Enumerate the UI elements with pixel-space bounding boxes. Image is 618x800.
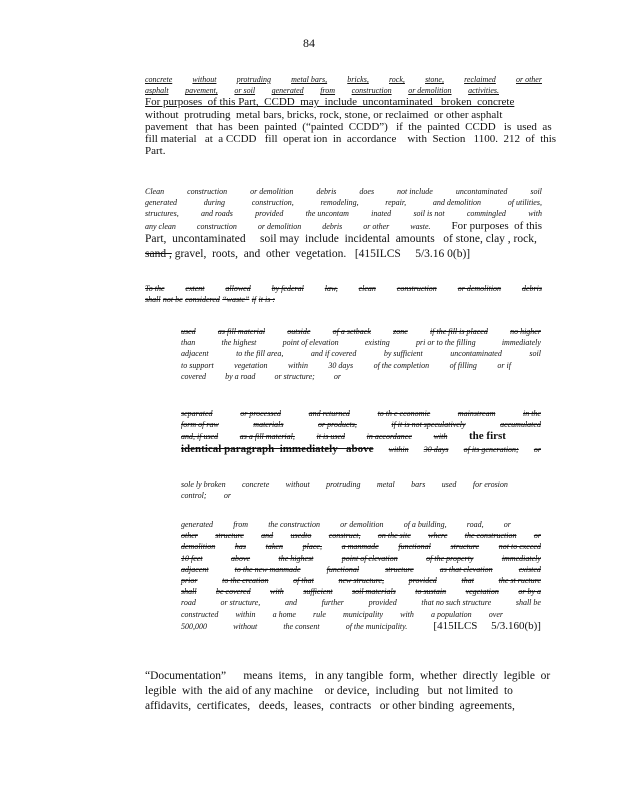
word: clean bbox=[358, 284, 376, 293]
word: place, bbox=[302, 542, 322, 552]
word: bricks, bbox=[347, 75, 369, 84]
word: by a road bbox=[225, 371, 256, 381]
word: the st ructure bbox=[498, 576, 541, 586]
word: and returned bbox=[308, 409, 350, 418]
text-line: Part, uncontaminated soil may include incidental amounts of stone, clay , rock, bbox=[145, 232, 537, 245]
word: stone, bbox=[425, 75, 444, 84]
text-line: “Documentation” means items, in any tangible form, whether directly legible or bbox=[145, 670, 551, 682]
text-line bbox=[181, 430, 506, 442]
word: as that elevation bbox=[439, 564, 493, 574]
word: and, if used bbox=[181, 432, 219, 442]
word: immediately bbox=[501, 338, 541, 348]
text-line bbox=[181, 553, 541, 564]
word: and roads bbox=[200, 209, 233, 219]
text-line: without protruding metal bars, bricks, rock, stone, or reclaimed or other asphalt bbox=[145, 108, 503, 121]
word: without bbox=[233, 621, 258, 631]
word: 30 days bbox=[328, 360, 354, 370]
text-line: legible with the aid of any machine or device, including but not limited to bbox=[145, 685, 513, 698]
text-line bbox=[181, 530, 541, 541]
word: soil materials bbox=[352, 587, 396, 597]
word: zone bbox=[393, 327, 408, 336]
word: 10 feet bbox=[181, 553, 203, 563]
word: not be bbox=[162, 295, 183, 305]
text-line: pavement that has been painted (“painted CCDD”) if the painted CCDD is used as bbox=[145, 120, 552, 133]
word: with bbox=[400, 609, 414, 619]
word: not to exceed bbox=[498, 542, 541, 552]
word: and demolition bbox=[432, 198, 482, 208]
text-line bbox=[181, 490, 231, 501]
word: control; bbox=[181, 491, 207, 501]
word: metal bars, bbox=[291, 75, 328, 84]
word: construction bbox=[396, 284, 437, 293]
word: construct, bbox=[328, 531, 361, 541]
word: protruding bbox=[326, 480, 361, 489]
word: or demolition bbox=[408, 86, 452, 96]
text-line bbox=[181, 597, 541, 608]
word: the uncontam bbox=[305, 209, 349, 219]
word: or bbox=[533, 531, 541, 541]
word: of that bbox=[293, 576, 314, 586]
text-line bbox=[181, 360, 511, 371]
word: rock, bbox=[388, 75, 405, 84]
word: concrete bbox=[145, 75, 173, 84]
word: used bbox=[441, 480, 457, 489]
word: the consent bbox=[283, 621, 320, 631]
word: structure bbox=[450, 542, 480, 552]
word: soil is not bbox=[413, 209, 445, 219]
bold-text: identical paragraph immediately above bbox=[181, 442, 374, 455]
word: or bbox=[223, 491, 231, 501]
word: during bbox=[203, 198, 226, 208]
word: or structure; bbox=[274, 371, 315, 381]
word: with bbox=[528, 209, 542, 219]
paragraph-waste-intro bbox=[145, 283, 542, 305]
word: than bbox=[181, 338, 196, 348]
word: functional bbox=[398, 542, 431, 552]
word: provided bbox=[368, 598, 397, 608]
text-line bbox=[181, 337, 541, 348]
word: vegetation bbox=[234, 360, 268, 370]
word: waste. bbox=[410, 221, 431, 231]
word: generated bbox=[271, 86, 304, 96]
text-line bbox=[181, 326, 541, 337]
text-line bbox=[181, 609, 503, 620]
word: reclaimed bbox=[464, 75, 496, 84]
word: or by a bbox=[518, 587, 541, 597]
word: construction bbox=[187, 187, 228, 196]
word: commingled bbox=[466, 209, 506, 219]
word: for erosion bbox=[472, 480, 508, 489]
text-line: affidavits, certificates, deeds, leases, contracts or other binding agreements, bbox=[145, 700, 515, 713]
word: that no such structure bbox=[421, 598, 492, 608]
text-line bbox=[145, 85, 499, 96]
word: uncontaminated bbox=[455, 187, 508, 196]
word: existed bbox=[518, 564, 541, 574]
word: has bbox=[234, 542, 246, 552]
word: by sufficient bbox=[383, 349, 423, 359]
text-line bbox=[181, 620, 541, 632]
text-line bbox=[181, 479, 508, 490]
word: point of elevation bbox=[282, 338, 339, 348]
word: of filling bbox=[449, 360, 477, 370]
word: Clean bbox=[145, 187, 165, 196]
word: To the bbox=[145, 284, 165, 293]
word: or if bbox=[497, 360, 511, 370]
list-item-separated-processed bbox=[181, 408, 541, 455]
word: municipality bbox=[343, 609, 383, 619]
word: to the new manmade bbox=[234, 564, 301, 574]
citation: [415ILCS 5/3.160(b)] bbox=[433, 619, 541, 632]
word: considered bbox=[185, 295, 220, 305]
word: no higher bbox=[510, 327, 541, 336]
word: of the property bbox=[426, 553, 474, 563]
word: or demolition bbox=[340, 520, 384, 529]
word: by federal bbox=[271, 284, 304, 293]
word: immediately bbox=[501, 553, 541, 563]
word: extent bbox=[185, 284, 205, 293]
word: sufficient bbox=[303, 587, 333, 597]
word: “waste” bbox=[222, 295, 250, 305]
word: as fill material bbox=[217, 327, 266, 336]
word: debris bbox=[322, 221, 343, 231]
word: soil bbox=[529, 349, 541, 359]
list-item-manmade-structure bbox=[181, 519, 541, 632]
word: new structure, bbox=[338, 576, 384, 586]
word: remodeling, bbox=[320, 198, 359, 208]
word: or demolition bbox=[257, 221, 302, 231]
list-item-fill-material bbox=[181, 326, 541, 382]
word: road, bbox=[466, 520, 484, 529]
word: generated bbox=[181, 520, 213, 529]
struck-text: sand , bbox=[145, 248, 172, 261]
word: with bbox=[433, 432, 448, 442]
text-line bbox=[181, 408, 541, 419]
word: constructed bbox=[181, 609, 219, 619]
word: does bbox=[359, 187, 375, 196]
word: debris bbox=[521, 284, 542, 293]
word: where bbox=[428, 531, 448, 541]
word: and bbox=[284, 598, 297, 608]
word: separated bbox=[181, 409, 213, 418]
word: be covered bbox=[216, 587, 251, 597]
word: without bbox=[192, 75, 217, 84]
word: mainstream bbox=[457, 409, 496, 418]
text-line bbox=[181, 519, 511, 530]
word: the highest bbox=[221, 338, 257, 348]
word: or demolition bbox=[250, 187, 294, 196]
word: to sustain bbox=[415, 587, 447, 597]
list-item-broken-concrete bbox=[181, 479, 541, 501]
word: that bbox=[461, 576, 474, 586]
text-line bbox=[145, 197, 542, 208]
word: soil bbox=[530, 187, 542, 196]
word: adjacent bbox=[181, 349, 209, 359]
paragraph-ccdd-definition-continued bbox=[145, 74, 557, 158]
word: it is : bbox=[258, 295, 275, 305]
word: functional bbox=[326, 564, 360, 574]
word: not include bbox=[397, 187, 433, 196]
word: if it is not speculatively bbox=[391, 420, 466, 430]
word: provided bbox=[255, 209, 284, 219]
word: within bbox=[287, 360, 308, 370]
word: concrete bbox=[242, 480, 270, 489]
word: to the fill area, bbox=[236, 349, 284, 359]
word: or other bbox=[363, 221, 390, 231]
word: materials bbox=[253, 420, 284, 430]
word: or bbox=[533, 444, 541, 454]
word: on the site bbox=[377, 531, 411, 541]
word: structure bbox=[385, 564, 414, 574]
word: it is used bbox=[316, 432, 345, 442]
word: to th e economic bbox=[377, 409, 431, 418]
word: and bbox=[261, 531, 274, 541]
word: existing bbox=[364, 338, 390, 348]
word: a population bbox=[431, 609, 472, 619]
word: within bbox=[235, 609, 256, 619]
text-line bbox=[181, 575, 541, 586]
text-line bbox=[145, 283, 542, 294]
word: or structure, bbox=[220, 598, 261, 608]
word: of the municipality. bbox=[345, 621, 408, 631]
word: asphalt bbox=[145, 86, 169, 96]
word: allowed bbox=[225, 284, 251, 293]
word: activities. bbox=[468, 86, 499, 96]
word: as a fill material, bbox=[239, 432, 295, 442]
word: to support bbox=[181, 360, 214, 370]
word: or processed bbox=[240, 409, 282, 418]
word: of utilities, bbox=[507, 198, 542, 208]
word: construction bbox=[196, 221, 237, 231]
word: or bbox=[503, 520, 511, 529]
word: or demolition bbox=[457, 284, 502, 293]
word: prior bbox=[181, 576, 198, 586]
word: or bbox=[333, 371, 341, 381]
word: in accordance bbox=[366, 432, 412, 442]
word: further bbox=[321, 598, 344, 608]
word: usedto bbox=[290, 531, 312, 541]
word: 500,000 bbox=[181, 621, 207, 631]
word: the construction bbox=[464, 531, 517, 541]
text-line bbox=[181, 348, 541, 359]
word: adjacent bbox=[181, 564, 209, 574]
word: over bbox=[488, 609, 503, 619]
word: and if covered bbox=[310, 349, 357, 359]
text-span: gravel, roots, and other vegetation. [415ILCS 5/3.16 0(b)] bbox=[171, 248, 471, 261]
text-line bbox=[145, 294, 275, 305]
word: demolition bbox=[181, 542, 216, 552]
word: or other bbox=[515, 75, 542, 84]
word: or products, bbox=[318, 420, 357, 430]
word: generated bbox=[145, 198, 177, 208]
word: within bbox=[388, 444, 409, 454]
word: a manmade bbox=[341, 542, 379, 552]
word: vegetation bbox=[465, 587, 499, 597]
text-line bbox=[181, 371, 341, 382]
word: shall bbox=[181, 587, 197, 597]
text-line bbox=[145, 247, 542, 262]
word: of a setback bbox=[332, 327, 371, 336]
word: provided bbox=[408, 576, 437, 586]
word: the construction bbox=[268, 520, 320, 529]
word: without bbox=[285, 480, 310, 489]
text-line bbox=[145, 186, 542, 197]
word: structure bbox=[215, 531, 244, 541]
word: covered bbox=[181, 371, 207, 381]
word: repair, bbox=[385, 198, 407, 208]
word: pri or to the filling bbox=[416, 338, 476, 348]
text-line bbox=[145, 220, 542, 232]
word: form of raw bbox=[181, 420, 219, 430]
word: outside bbox=[287, 327, 311, 336]
word: of its generation; bbox=[463, 444, 519, 454]
word: if the fill is placed bbox=[430, 327, 488, 336]
word: with bbox=[270, 587, 284, 597]
word: shall be bbox=[515, 598, 541, 608]
word: from bbox=[233, 520, 249, 529]
bold-text: the first bbox=[469, 430, 506, 443]
paragraph-documentation-definition bbox=[145, 669, 551, 715]
word: any clean bbox=[145, 221, 176, 231]
word: above bbox=[230, 553, 251, 563]
word: construction bbox=[351, 86, 392, 96]
word: law, bbox=[324, 284, 338, 293]
word: 30 days bbox=[423, 444, 449, 454]
word: in the bbox=[522, 409, 541, 418]
word: point of elevation bbox=[341, 553, 398, 563]
word: of a building, bbox=[403, 520, 447, 529]
text-line bbox=[181, 541, 541, 552]
paragraph-clean-construction bbox=[145, 186, 542, 262]
word: the highest bbox=[278, 553, 314, 563]
text-line: fill material at a CCDD fill operat ion in accordance with Section 1100. 212 of this bbox=[145, 133, 557, 146]
word: rule bbox=[313, 609, 326, 619]
text-line bbox=[181, 586, 541, 597]
word: of the completion bbox=[373, 360, 430, 370]
word: inated bbox=[371, 209, 392, 219]
word: metal bbox=[376, 480, 395, 489]
word: used bbox=[181, 327, 196, 336]
page-number: 84 bbox=[303, 36, 315, 50]
word: road bbox=[181, 598, 196, 608]
word: from bbox=[320, 86, 336, 96]
word: or soil bbox=[234, 86, 256, 96]
word: structures, bbox=[145, 209, 179, 219]
word: uncontaminated bbox=[450, 349, 502, 359]
word: sole ly broken bbox=[181, 480, 226, 489]
word: shall bbox=[145, 295, 161, 305]
word: protruding bbox=[236, 75, 271, 84]
word: a home bbox=[272, 609, 296, 619]
word: pavement, bbox=[185, 86, 218, 96]
text-line bbox=[145, 74, 542, 85]
word: bars bbox=[411, 480, 426, 489]
word: taken bbox=[265, 542, 283, 552]
text-line bbox=[145, 208, 542, 219]
word: if bbox=[251, 295, 257, 305]
word: accumulated bbox=[500, 420, 541, 430]
word: to the creation bbox=[222, 576, 269, 586]
text-line bbox=[181, 443, 541, 455]
word: other bbox=[181, 531, 198, 541]
word: construction, bbox=[251, 198, 294, 208]
text-line bbox=[181, 419, 541, 430]
text-line: Part. bbox=[145, 145, 166, 158]
text-line: For purposes of this Part, CCDD may include uncontaminated broken concrete bbox=[145, 96, 515, 109]
text-line bbox=[181, 564, 541, 575]
word: For purposes of this bbox=[451, 219, 542, 232]
word: debris bbox=[316, 187, 337, 196]
